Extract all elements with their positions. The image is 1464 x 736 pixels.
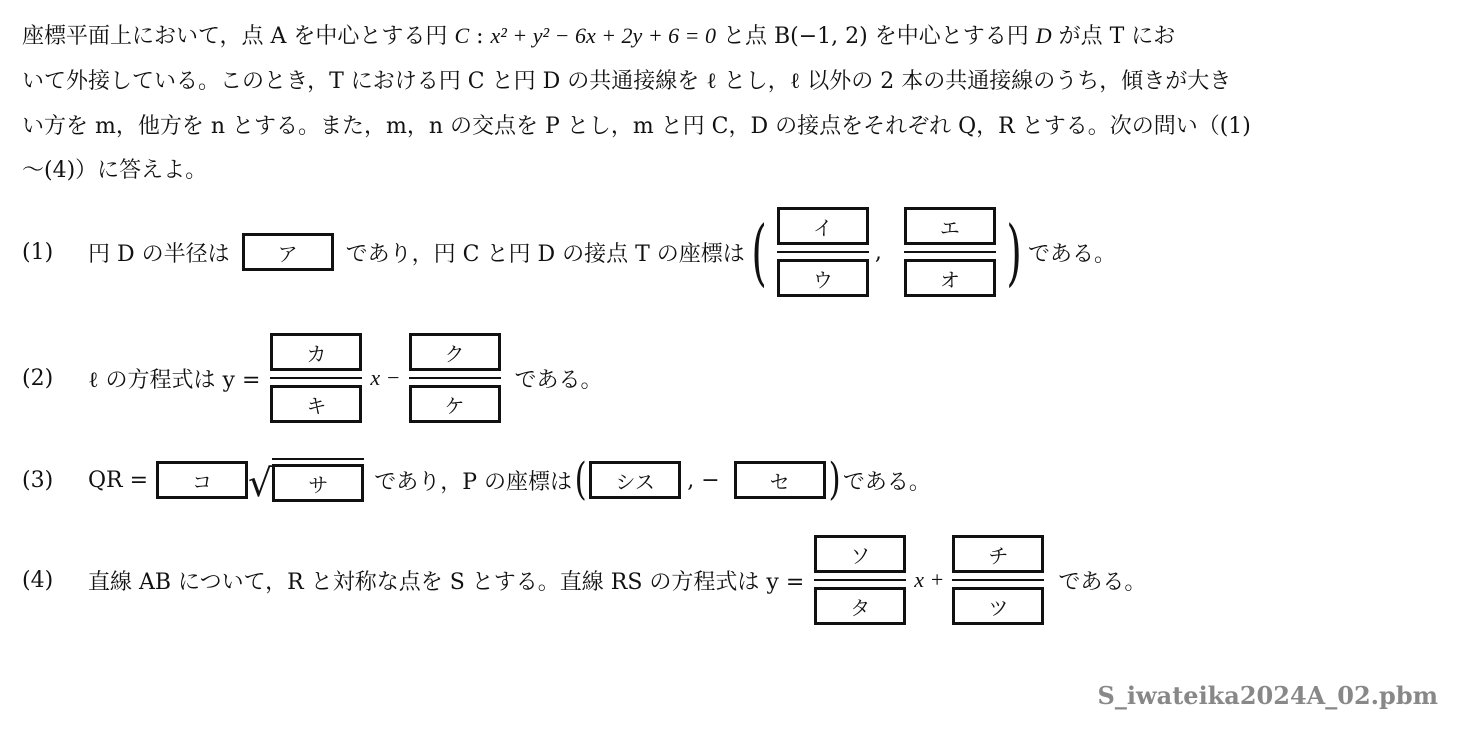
left-paren: ( <box>574 454 587 505</box>
answer-box-shisu[interactable]: シス <box>589 461 681 499</box>
answer-box-so[interactable]: ソ <box>814 535 906 573</box>
file-label: S_iwateika2024A_02.pbm <box>1097 681 1438 710</box>
answer-box-ko[interactable]: コ <box>156 461 248 499</box>
comma: , − <box>687 467 720 493</box>
intro-line-2: いて外接している。このとき，T における円 C と円 D の共通接線を ℓ とし，ℓ 以外の 2 本の共通接線のうち，傾きが大き <box>22 69 1232 94</box>
fraction-slope <box>814 535 906 625</box>
question-text: QR = <box>88 467 149 493</box>
question-text: x − <box>370 365 401 390</box>
answer-box-e[interactable]: エ <box>904 207 996 245</box>
question-2 <box>22 322 603 434</box>
answer-box-i[interactable]: イ <box>777 207 869 245</box>
answer-box-ku[interactable]: ク <box>409 333 501 371</box>
answer-box-chi[interactable]: チ <box>952 535 1044 573</box>
answer-box-u[interactable]: ウ <box>777 259 869 297</box>
answer-box-a[interactable]: ア <box>242 233 334 271</box>
question-4 <box>22 524 1146 636</box>
question-text: x + <box>914 567 945 592</box>
intro-line-4: 〜(4)）に答えよ。 <box>22 158 208 183</box>
question-text: であり，P の座標は <box>374 469 573 495</box>
answer-box-ki[interactable]: キ <box>270 385 362 423</box>
question-text: であり，円 C と円 D の接点 T の座標は <box>345 241 745 267</box>
answer-box-ta[interactable]: タ <box>814 587 906 625</box>
question-number: (2) <box>22 365 54 391</box>
fraction-intercept <box>952 535 1044 625</box>
answer-box-ke[interactable]: ケ <box>409 385 501 423</box>
fraction-t-x <box>777 207 869 297</box>
question-number: (4) <box>22 567 54 593</box>
fraction-slope <box>270 333 362 423</box>
answer-box-o[interactable]: オ <box>904 259 996 297</box>
comma: , <box>874 239 882 265</box>
question-text: ℓ の方程式は y = <box>88 367 261 393</box>
question-1 <box>22 196 1116 308</box>
answer-box-ka[interactable]: カ <box>270 333 362 371</box>
question-text: である。 <box>514 367 603 393</box>
answer-box-sa[interactable]: サ <box>272 464 364 502</box>
fraction-intercept <box>409 333 501 423</box>
right-paren: ) <box>828 454 841 505</box>
intro-line-1: 座標平面上において，点 A を中心とする円 C : x² + y² − 6x + 2y + 6 = 0 と点 B(−1, 2) を中心とする円 D が点 T にお <box>22 23 1176 49</box>
left-paren: ( <box>751 210 767 294</box>
question-text: 直線 AB について，R と対称な点を S とする。直線 RS の方程式は y = <box>88 569 805 595</box>
question-text: 円 D の半径は <box>88 241 230 267</box>
question-text: である。 <box>1027 241 1116 267</box>
question-number: (3) <box>22 467 54 493</box>
question-3 <box>22 454 931 506</box>
question-text: である。 <box>842 469 931 495</box>
question-number: (1) <box>22 239 54 265</box>
answer-box-se[interactable]: セ <box>734 461 826 499</box>
fraction-t-y <box>904 207 996 297</box>
intro-line-3: い方を m，他方を n とする。また，m，n の交点を P とし，m と円 C，D の接点をそれぞれ Q，R とする。次の問い（(1) <box>22 114 1251 139</box>
right-paren: ) <box>1006 210 1022 294</box>
answer-box-tsu[interactable]: ツ <box>952 587 1044 625</box>
square-root: √ サ <box>248 458 364 502</box>
question-text: である。 <box>1058 569 1147 595</box>
